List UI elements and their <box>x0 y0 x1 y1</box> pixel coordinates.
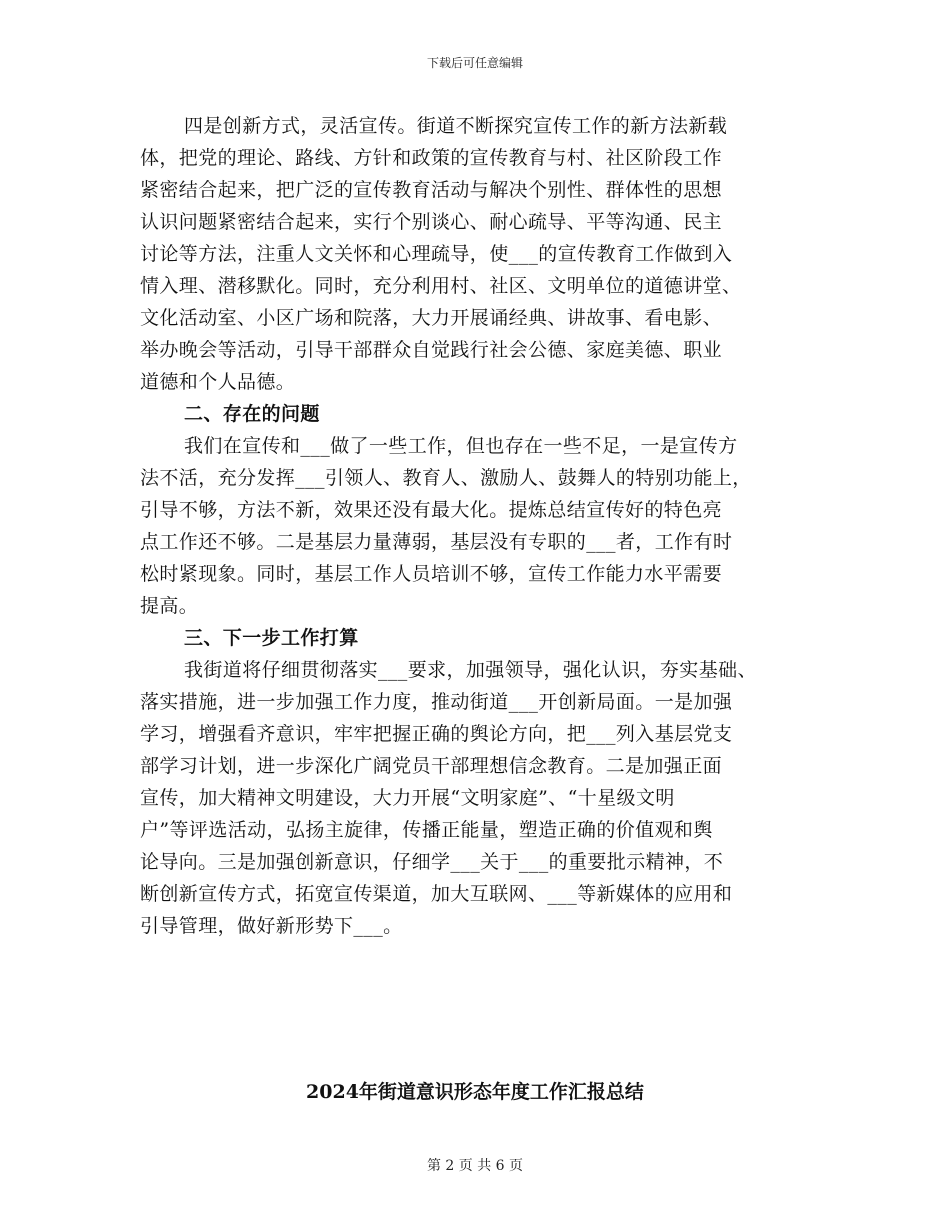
paragraph-line: 断创新宣传方式，拓宽宣传渠道，加大互联网、___等新媒体的应用和 <box>140 883 733 905</box>
paragraph-line: 松时紧现象。同时，基层工作人员培训不够，宣传工作能力水平需要 <box>140 563 723 585</box>
paragraph-line: 部学习计划，进一步深化广阔党员干部理想信念教育。二是加强正面 <box>140 755 723 777</box>
paragraph-line: 法不活，充分发挥___引领人、教育人、激励人、鼓舞人的特别功能上， <box>140 467 752 489</box>
page-header-note: 下载后可任意编辑 <box>426 56 523 70</box>
paragraph-line: 紧密结合起来，把广泛的宣传教育活动与解决个别性、群体性的思想 <box>140 179 723 201</box>
paragraph-line: 论导向。三是加强创新意识，仔细学___关于___的重要批示精神，不 <box>140 851 724 873</box>
paragraph-line: 落实措施，进一步加强工作力度，推动街道___开创新局面。一是加强 <box>140 691 733 713</box>
section-heading-next-steps: 三、下一步工作打算 <box>184 627 359 649</box>
paragraph-line: 四是创新方式，灵活宣传。街道不断探究宣传工作的新方法新载 <box>184 115 728 137</box>
document-body <box>140 110 840 942</box>
paragraph-line: 认识问题紧密结合起来，实行个别谈心、耐心疏导、平等沟通、民主 <box>140 211 723 233</box>
paragraph-line: 举办晚会等活动，引导干部群众自觉践行社会公德、家庭美德、职业 <box>140 339 723 361</box>
section-heading-problems: 二、存在的问题 <box>184 403 320 425</box>
paragraph-line: 引导管理，做好新形势下___。 <box>140 915 403 937</box>
paragraph-line: 学习，增强看齐意识，牢牢把握正确的舆论方向，把___列入基层党支 <box>140 723 733 745</box>
paragraph-line: 我们在宣传和___做了一些工作，但也存在一些不足，一是宣传方 <box>184 435 738 457</box>
paragraph-line: 点工作还不够。二是基层力量薄弱，基层没有专职的___者，工作有时 <box>140 531 733 553</box>
paragraph-line: 道德和个人品德。 <box>140 371 296 393</box>
paragraph-line: 体，把党的理论、路线、方针和政策的宣传教育与村、社区阶段工作 <box>140 147 723 169</box>
paragraph-line: 讨论等方法，注重人文关怀和心理疏导，使___的宣传教育工作做到入 <box>140 243 733 265</box>
paragraph-line: 文化活动室、小区广场和院落，大力开展诵经典、讲故事、看电影、 <box>140 307 723 329</box>
paragraph-line: 户”等评选活动，弘扬主旋律，传播正能量，塑造正确的价值观和舆 <box>140 819 713 841</box>
paragraph-line: 提高。 <box>140 595 199 617</box>
paragraph-line: 宣传，加大精神文明建设，大力开展“文明家庭”、“十星级文明 <box>140 787 675 809</box>
paragraph-line: 引导不够，方法不新，效果还没有最大化。提炼总结宣传好的特色亮 <box>140 499 723 521</box>
paragraph-line: 情入理、潜移默化。同时，充分利用村、社区、文明单位的道德讲堂、 <box>140 275 742 297</box>
paragraph-line: 我街道将仔细贯彻落实___要求，加强领导，强化认识，夯实基础、 <box>184 659 757 681</box>
document-title: 2024年街道意识形态年度工作汇报总结 <box>306 1081 644 1103</box>
page-number: 第 2 页 共 6 页 <box>426 1158 524 1174</box>
